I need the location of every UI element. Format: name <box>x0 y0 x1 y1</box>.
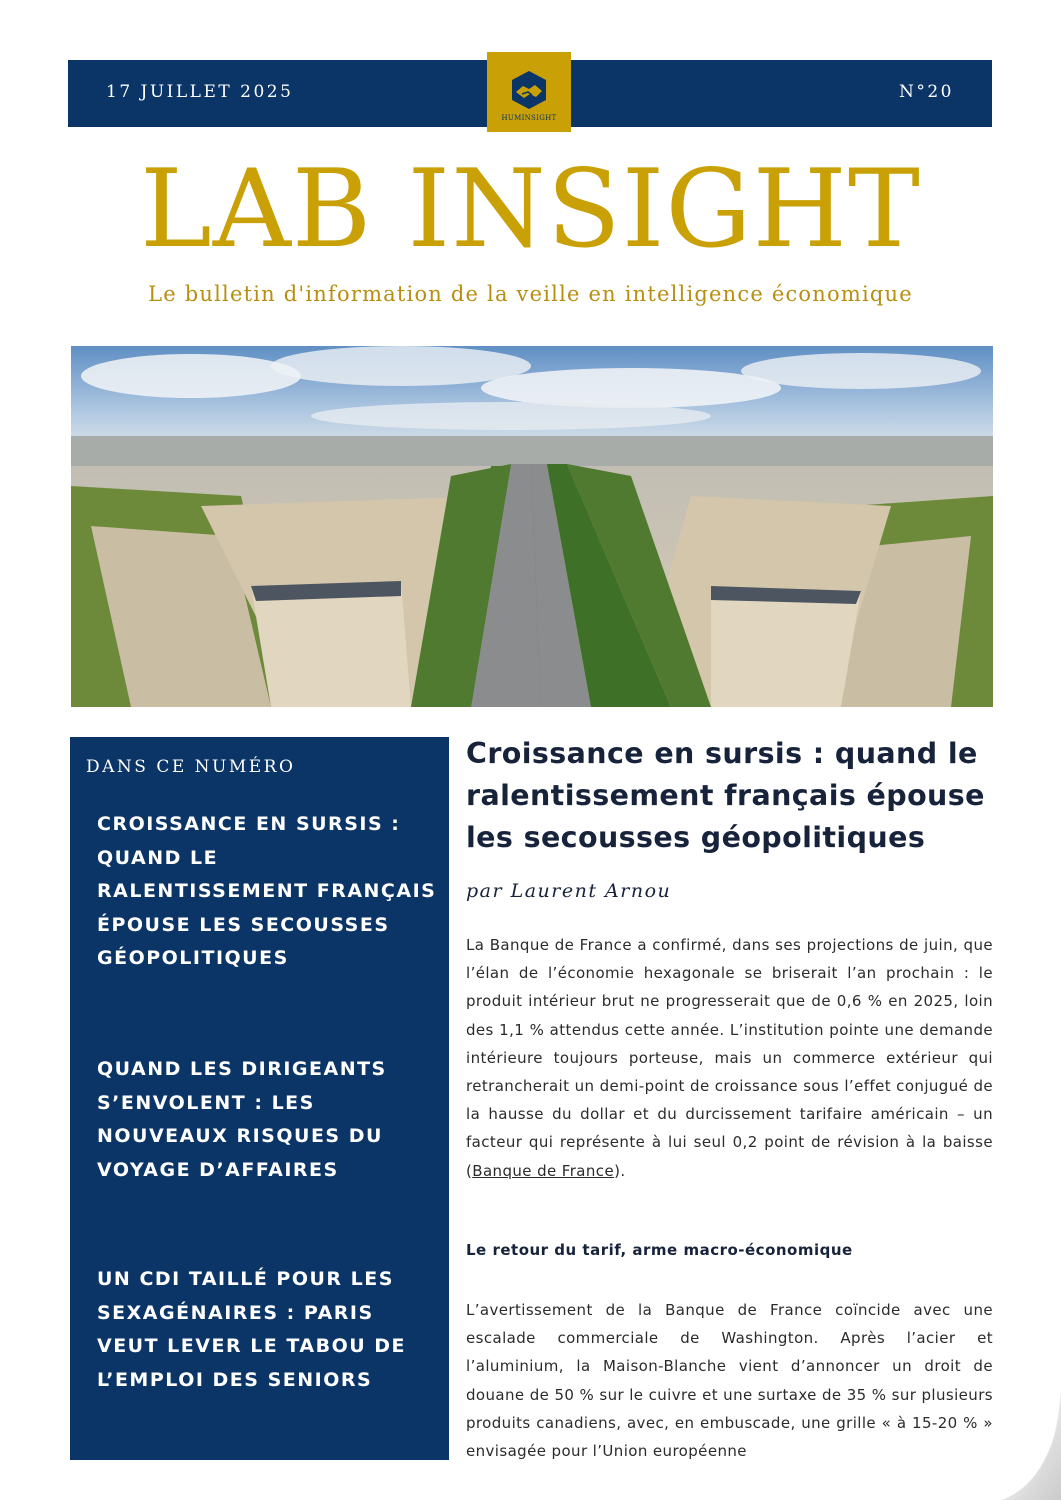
issue-date: 17 JUILLET 2025 <box>106 82 294 102</box>
toc-item-croissance[interactable]: CROISSANCE EN SURSIS : QUAND LE RALENTISSEMENT FRANÇAIS ÉPOUSE LES SECOUSSES GÉOPOLITIQUES <box>97 813 437 969</box>
toc-heading: DANS CE NUMÉRO <box>86 757 296 777</box>
paragraph-text: La Banque de France a confirmé, dans ses projections de juin, que l’élan de l’économie hexagonale se briserait l’an prochain : le produit intérieur brut ne progresserait que de 0,6 % en 2025, loin des 1,1 % attendus cette année. L’institution pointe une demande intérieure toujours porteuse, mais un commerce extérieur qui retrancherait un demi-point de croissance sous l’effet conjugué de la hausse du dollar et du durcissement tarifaire américain – un facteur qui représente à lui seul 0,2 point de révision à la baisse ( <box>466 936 993 1180</box>
article-headline: Croissance en sursis : quand le ralentissement français épouse les secousses géopolitiques <box>466 737 985 854</box>
paragraph-end: ). <box>614 1161 626 1180</box>
newsletter-title: LAB INSIGHT <box>140 147 921 272</box>
article-subheading: Le retour du tarif, arme macro-économique <box>466 1241 853 1259</box>
source-link-banque-de-france[interactable]: Banque de France <box>472 1161 615 1180</box>
logo-text: HUMINSIGHT <box>501 114 557 122</box>
issue-number: N°20 <box>898 82 954 102</box>
article-paragraph-1 <box>466 931 993 1185</box>
handshake-icon <box>510 70 548 110</box>
huminsight-logo <box>487 52 571 132</box>
article-byline: par Laurent Arnou <box>466 880 672 902</box>
page-curl-icon <box>971 1390 1061 1500</box>
newsletter-tagline: Le bulletin d'information de la veille en intelligence économique <box>148 282 913 306</box>
paris-cityscape-photo <box>71 346 993 707</box>
toc-item-dirigeants[interactable]: QUAND LES DIRIGEANTS S’ENVOLENT : LES NOUVEAUX RISQUES DU VOYAGE D’AFFAIRES <box>97 1058 387 1181</box>
article-paragraph-2: L’avertissement de la Banque de France coïncide avec une escalade commerciale de Washington. Après l’acier et l’aluminium, la Maison-Blanche vient d’annoncer un droit de douane de 50 % sur le cuivre et une surtaxe de 35 % sur plusieurs produits canadiens, avec, en embuscade, une grille « à 15-20 % » envisagée pour l’Union européenne <box>466 1301 993 1461</box>
hero-image <box>71 346 993 707</box>
table-of-contents <box>70 737 449 1460</box>
toc-item-cdi-seniors[interactable]: UN CDI TAILLÉ POUR LES SEXAGÉNAIRES : PARIS VEUT LEVER LE TABOU DE L’EMPLOI DES SENIORS <box>97 1268 407 1391</box>
